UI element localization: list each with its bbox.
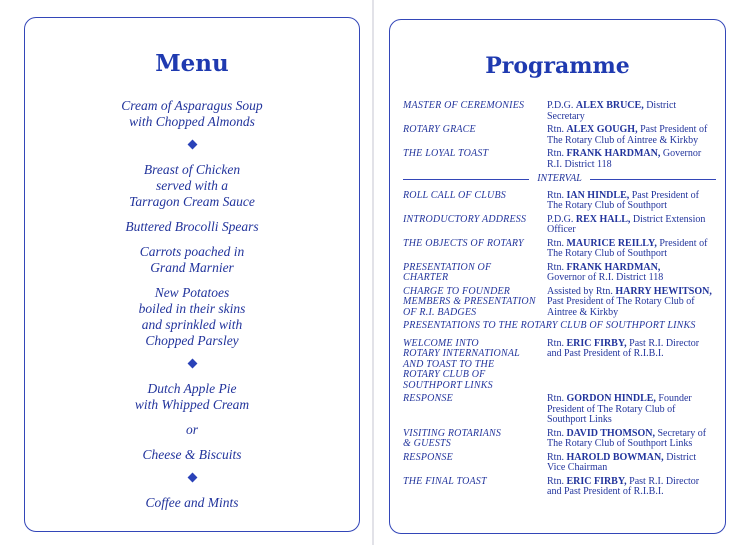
- person-detail-line: R.I. District 118: [547, 158, 612, 170]
- person-detail-line: The Rotary Club of Southport: [547, 200, 667, 211]
- person-name: REX HALL,: [575, 213, 631, 225]
- role-line: THE FINAL TOAST: [403, 475, 487, 487]
- role-line: ROTARY INTERNATIONAL: [403, 348, 520, 359]
- person-detail-line: Aintree & Kirkby: [547, 306, 619, 318]
- role-line: INTRODUCTORY ADDRESS: [403, 213, 527, 225]
- programme-role: [403, 394, 547, 426]
- person-name: MAURICE REILLY,: [566, 237, 657, 249]
- programme-role: [403, 125, 547, 146]
- programme-person: [547, 215, 716, 236]
- programme-role: [403, 263, 547, 284]
- person-detail: Past President of: [640, 124, 708, 135]
- diamond-icon: [187, 473, 197, 483]
- menu-item: [24, 447, 360, 463]
- role-line: RESPONSE: [403, 451, 453, 463]
- person-detail-line: and Past President of R.I.B.I.: [547, 348, 664, 359]
- person-detail-line: The Rotary Club of Southport: [547, 248, 667, 259]
- person-detail-line: The Rotary Club of Aintree & Kirkby: [547, 134, 699, 146]
- diamond-separator: [24, 358, 360, 369]
- menu-item-line: Cream of Asparagus Soup: [121, 98, 263, 113]
- person-line: [547, 101, 716, 122]
- menu-item: [24, 495, 360, 511]
- role-line: MEMBERS & PRESENTATION: [403, 296, 536, 307]
- role-line: THE OBJECTS OF ROTARY: [403, 237, 524, 249]
- person-detail-line: Vice Chairman: [547, 462, 608, 473]
- person-name: HAROLD BOWMAN,: [566, 451, 664, 463]
- diamond-separator: [24, 472, 360, 483]
- person-name: IAN HINDLE,: [566, 189, 630, 201]
- person-name: FRANK HARDMAN,: [566, 148, 661, 159]
- programme-row: [403, 477, 716, 498]
- programme-person: [547, 101, 716, 122]
- person-title: Rtn.: [547, 475, 564, 487]
- programme-row: [403, 239, 716, 260]
- menu-item-line: with Chopped Almonds: [129, 114, 255, 129]
- person-title: Rtn.: [547, 237, 564, 249]
- menu-item-line: New Potatoes: [154, 285, 230, 300]
- person-title: Rtn.: [547, 124, 564, 135]
- role-line: PRESENTATION OF: [403, 261, 492, 273]
- person-title: Rtn.: [547, 261, 564, 273]
- programme-person: [547, 287, 716, 319]
- role-line: WELCOME INTO: [403, 337, 479, 349]
- person-detail-line: Governor of R.I. District 118: [547, 272, 664, 283]
- person-name: ERIC FIRBY,: [566, 337, 627, 349]
- menu-item-line: Breast of Chicken: [143, 162, 241, 177]
- role-line: ROLL CALL OF CLUBS: [403, 189, 506, 201]
- interval-label: INTERVAL: [537, 173, 582, 184]
- programme-row: [403, 101, 716, 122]
- person-title: Rtn.: [547, 427, 564, 439]
- person-title: Assisted by Rtn.: [547, 285, 613, 297]
- programme-role: [403, 191, 547, 212]
- programme-person: [547, 429, 716, 450]
- menu-item-line: served with a: [156, 178, 228, 193]
- menu-item-line: Dutch Apple Pie: [147, 381, 237, 396]
- programme-person: [547, 263, 716, 284]
- role-line: THE LOYAL TOAST: [403, 148, 489, 159]
- programme-row: [403, 191, 716, 212]
- person-title: P.D.G.: [547, 213, 574, 225]
- programme-row: [403, 429, 716, 450]
- menu-item: [24, 285, 360, 349]
- person-title: Rtn.: [547, 148, 564, 159]
- programme-row: [403, 394, 716, 426]
- programme-person: [547, 191, 716, 212]
- person-detail: Past President of: [631, 189, 699, 201]
- menu-item: [24, 422, 360, 438]
- programme-list: [403, 101, 716, 501]
- divider-line: [590, 179, 716, 180]
- person-title: Rtn.: [547, 393, 564, 404]
- person-title: Rtn.: [547, 189, 564, 201]
- menu-title: Menu: [155, 50, 229, 77]
- role-line: CHARTER: [403, 272, 449, 283]
- programme-role: [403, 149, 547, 170]
- programme-role: [403, 429, 547, 450]
- menu-item: [24, 219, 360, 235]
- programme-role: [403, 453, 547, 474]
- person-detail: Secretary of: [657, 427, 707, 439]
- person-name: ALEX GOUGH,: [566, 124, 638, 135]
- person-title: Rtn.: [547, 451, 564, 463]
- person-detail-line: Officer: [547, 224, 576, 235]
- menu-item-line: Cheese & Biscuits: [142, 447, 242, 462]
- menu-list: [24, 98, 360, 520]
- programme-person: [547, 453, 716, 474]
- menu-item-line: Coffee and Mints: [145, 495, 239, 510]
- menu-item-line: Tarragon Cream Sauce: [129, 194, 255, 209]
- role-line: MASTER OF CEREMONIES: [403, 100, 525, 111]
- programme-row: [403, 149, 716, 170]
- menu-item-line: or: [185, 422, 198, 437]
- role-line: RESPONSE: [403, 393, 453, 404]
- person-detail: President of: [659, 237, 708, 249]
- menu-item-line: Chopped Parsley: [145, 333, 239, 348]
- programme-row: [403, 125, 716, 146]
- programme-role: [403, 339, 547, 392]
- menu-item-line: boiled in their skins: [138, 301, 246, 316]
- person-detail-line: The Rotary Club of Southport Links: [547, 438, 693, 449]
- person-detail: Past R.I. Director: [629, 337, 700, 349]
- programme-person: [547, 477, 716, 498]
- interval-divider: [403, 174, 716, 185]
- person-name: ALEX BRUCE,: [575, 100, 644, 111]
- person-line: [547, 394, 716, 405]
- programme-person: [547, 339, 716, 392]
- person-detail-line: Southport Links: [547, 414, 612, 425]
- person-detail-line: President of The Rotary Club of: [547, 403, 676, 415]
- programme-role: [403, 287, 547, 319]
- programme-person: [547, 394, 716, 426]
- menu-item: [24, 98, 360, 130]
- presentations-heading: PRESENTATIONS TO THE ROTARY CLUB OF SOUTHPORT LINKS: [403, 320, 696, 331]
- role-line: ROTARY GRACE: [403, 124, 476, 135]
- person-line: [547, 125, 716, 136]
- person-detail: District: [666, 451, 697, 463]
- role-line: OF R.I. BADGES: [403, 306, 477, 318]
- programme-row: [403, 339, 716, 392]
- programme-person: [547, 239, 716, 260]
- menu-item-line: and sprinkled with: [141, 317, 243, 332]
- menu-item: [24, 162, 360, 210]
- role-line: SOUTHPORT LINKS: [403, 379, 493, 391]
- person-title: Rtn.: [547, 337, 564, 349]
- person-name: FRANK HARDMAN,: [566, 261, 661, 273]
- role-line: & GUESTS: [403, 438, 451, 449]
- programme-role: [403, 215, 547, 236]
- person-name: GORDON HINDLE,: [566, 393, 656, 404]
- programme-row: [403, 287, 716, 319]
- person-detail: Founder: [658, 393, 692, 404]
- person-detail: District Extension: [632, 213, 706, 225]
- menu-item: [24, 381, 360, 413]
- programme-row: [403, 453, 716, 474]
- menu-item: [24, 244, 360, 276]
- menu-item-line: with Whipped Cream: [134, 397, 250, 412]
- programme-role: [403, 239, 547, 260]
- menu-item-line: Carrots poached in: [139, 244, 245, 259]
- person-detail-line: Past President of The Rotary Club of: [547, 296, 695, 307]
- person-name: DAVID THOMSON,: [566, 427, 655, 439]
- diamond-separator: [24, 139, 360, 150]
- menu-item-line: Buttered Brocolli Spears: [125, 219, 259, 234]
- programme-row: [403, 263, 716, 284]
- role-line: ROTARY CLUB OF: [403, 369, 486, 380]
- person-detail-line: and Past President of R.I.B.I.: [547, 486, 664, 497]
- diamond-icon: [187, 140, 197, 150]
- person-line: [547, 149, 716, 160]
- person-detail: Governor: [662, 148, 702, 159]
- person-detail: District Secretary: [547, 100, 677, 122]
- role-line: CHARGE TO FOUNDER: [403, 285, 511, 297]
- role-line: AND TOAST TO THE: [403, 358, 495, 370]
- divider-line: [403, 179, 529, 180]
- person-detail: Past R.I. Director: [629, 475, 700, 487]
- menu-item-line: Grand Marnier: [150, 260, 234, 275]
- programme-role: [403, 101, 547, 122]
- programme-person: [547, 125, 716, 146]
- person-name: ERIC FIRBY,: [566, 475, 627, 487]
- role-line: VISITING ROTARIANS: [403, 427, 502, 439]
- programme-row: [403, 215, 716, 236]
- person-title: P.D.G.: [547, 100, 574, 111]
- person-name: HARRY HEWITSON,: [615, 285, 712, 297]
- programme-person: [547, 149, 716, 170]
- programme-title: Programme: [485, 53, 630, 79]
- diamond-icon: [187, 359, 197, 369]
- programme-role: [403, 477, 547, 498]
